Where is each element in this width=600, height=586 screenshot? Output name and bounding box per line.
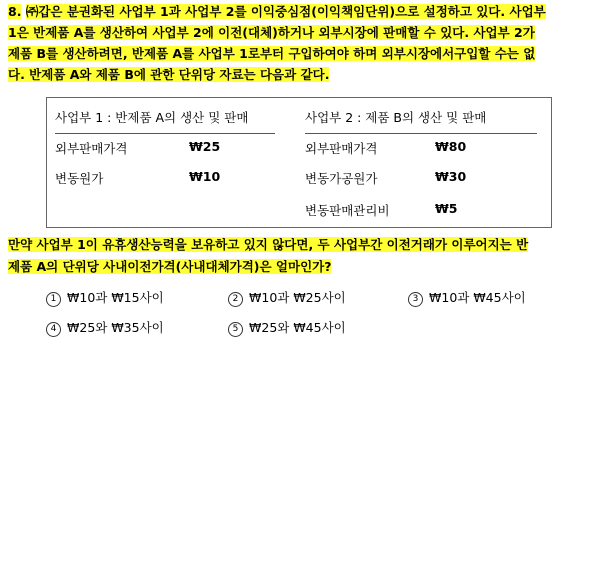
option-3[interactable] [408,288,526,307]
followup-line-1 [8,234,528,256]
option-5-number: 5 [228,322,243,337]
division2-row1-label: 외부판매가격 [305,141,378,156]
option-2-text: ₩10과 ₩25사이 [249,290,346,305]
division1-row1-label: 외부판매가격 [55,141,128,156]
question-number: 8. [8,4,22,19]
option-5-text: ₩25와 ₩45사이 [249,320,346,335]
question-line-4 [8,64,329,86]
data-table [46,97,552,228]
division2-row3-value: ₩5 [435,201,458,216]
division1-row2-label: 변동원가 [55,171,104,186]
division2-title: 사업부 2 : 제품 B의 생산 및 판매 [305,110,487,125]
followup-text-1: 만약 사업부 1이 유휴생산능력을 보유하고 있지 않다면, 두 사업부간 이전거래가 이루어지는 반 [8,237,529,252]
followup-line-2 [8,256,331,278]
question-line-2 [8,22,535,44]
division1-divider [55,133,275,134]
option-5[interactable] [228,318,346,337]
question-text-1: ㈜갑은 분권화된 사업부 1과 사업부 2를 이익중심점(이익책임단위)으로 설정하고 있다. 사업부 [25,4,546,19]
option-4[interactable] [46,318,164,337]
question-text-3: 제품 B를 생산하려면, 반제품 A를 사업부 1로부터 구입하여야 하며 외부시장에서구입할 수는 없 [8,46,536,61]
followup-text-2: 제품 A의 단위당 사내이전가격(사내대체가격)은 얼마인가? [8,259,332,274]
division2-row3-label: 변동판매관리비 [305,203,390,218]
division1-row2-value: ₩10 [189,169,221,184]
division1-row1-value: ₩25 [189,139,221,154]
division2-row2-label: 변동가공원가 [305,171,378,186]
division1-title: 사업부 1 : 반제품 A의 생산 및 판매 [55,110,249,125]
division2-row1-value: ₩80 [435,139,467,154]
option-2-number: 2 [228,292,243,307]
option-1-text: ₩10과 ₩15사이 [67,290,164,305]
option-1-number: 1 [46,292,61,307]
option-3-text: ₩10과 ₩45사이 [429,290,526,305]
question-line-1 [8,1,546,23]
question-line-3 [8,43,535,65]
option-4-text: ₩25와 ₩35사이 [67,320,164,335]
division2-row2-value: ₩30 [435,169,467,184]
question-text-2: 1은 반제품 A를 생산하여 사업부 2에 이전(대체)하거나 외부시장에 판매할 수 있다. 사업부 2가 [8,25,535,40]
option-1[interactable] [46,288,164,307]
option-2[interactable] [228,288,346,307]
option-3-number: 3 [408,292,423,307]
option-4-number: 4 [46,322,61,337]
division2-divider [305,133,537,134]
question-text-4: 다. 반제품 A와 제품 B에 관한 단위당 자료는 다음과 같다. [8,67,330,82]
